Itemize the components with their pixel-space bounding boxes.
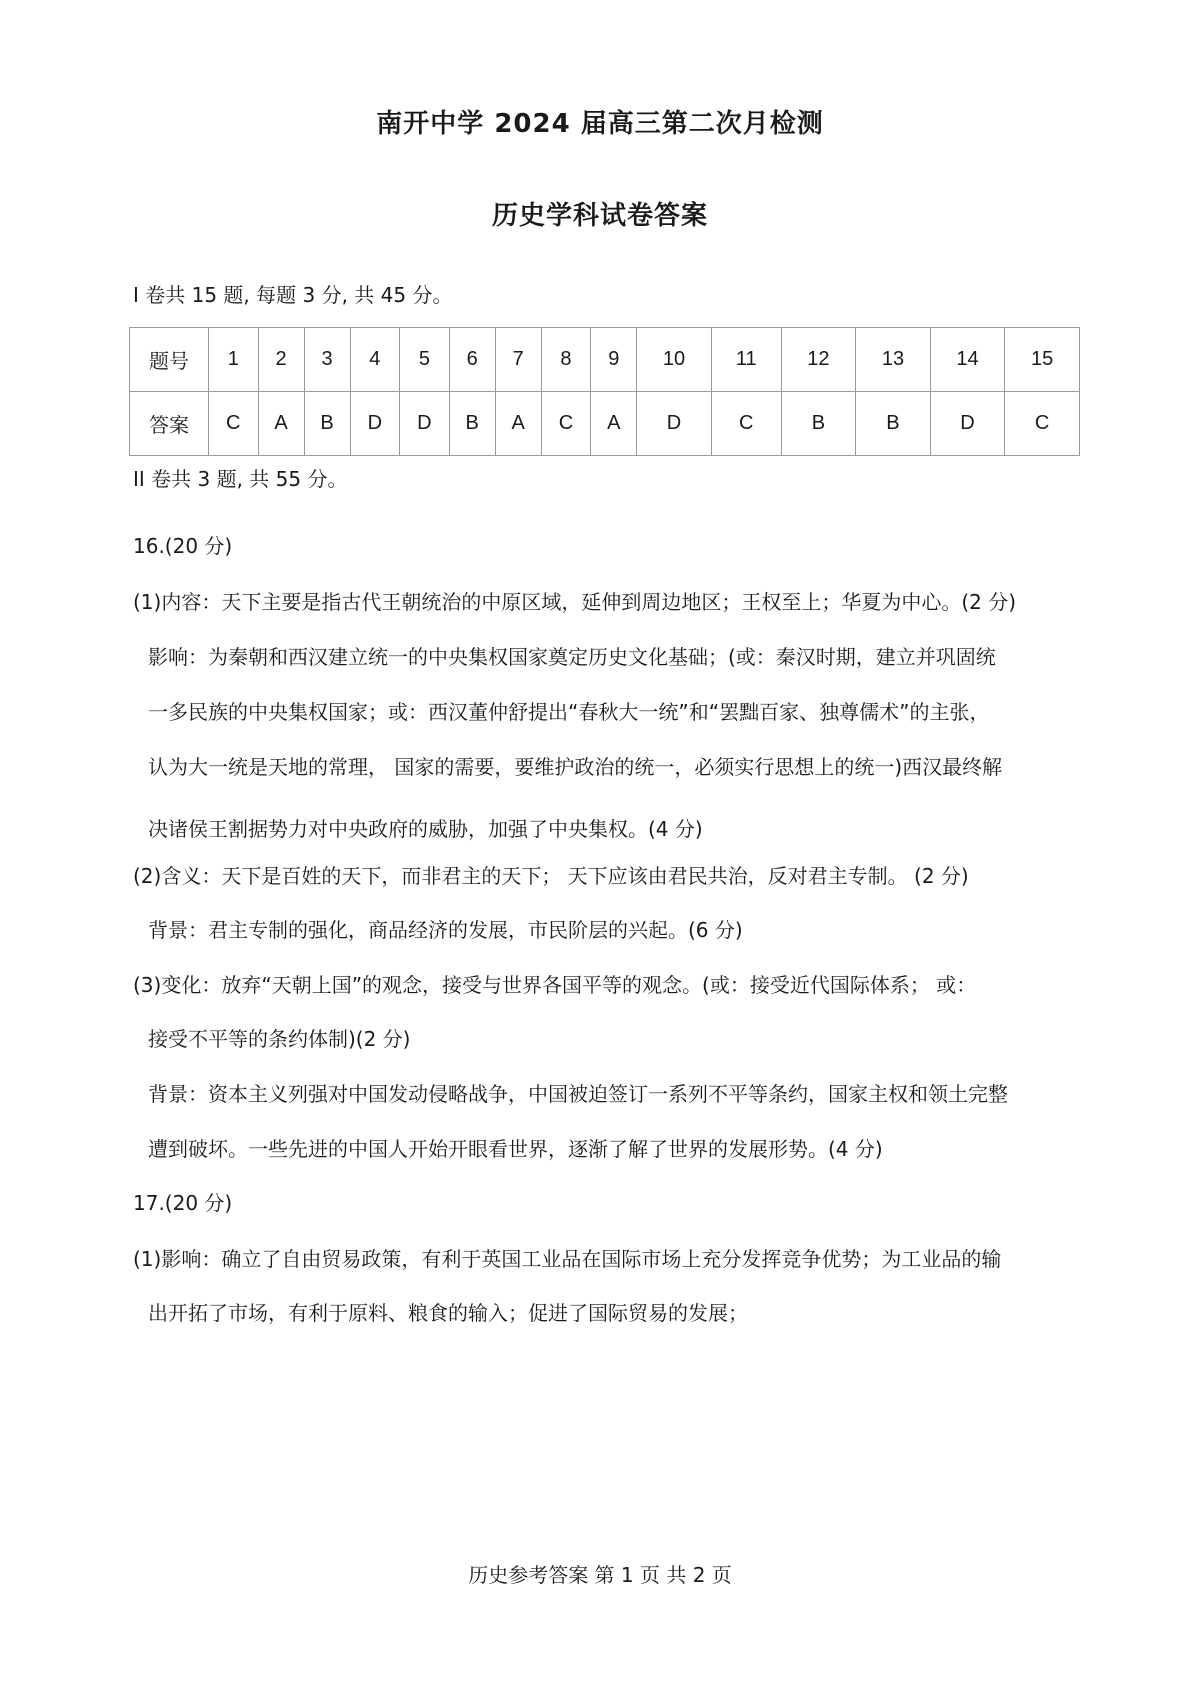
table-cell: D	[350, 392, 400, 456]
table-cell: A	[495, 392, 541, 456]
table-row-answers	[130, 392, 1080, 456]
table-row-numbers	[130, 328, 1080, 392]
answer-line: 影响：为秦朝和西汉建立统一的中央集权国家奠定历史文化基础；(或：秦汉时期，建立并巩固统	[148, 645, 996, 669]
table-cell: D	[637, 392, 712, 456]
answer-line: 接受不平等的条约体制)(2 分)	[148, 1027, 411, 1051]
table-cell: 5	[400, 328, 450, 392]
answer-line: 出开拓了市场，有利于原料、粮食的输入；促进了国际贸易的发展；	[148, 1301, 748, 1325]
table-cell: 13	[856, 328, 931, 392]
page-footer: 历史参考答案 第 1 页 共 2 页	[468, 1563, 732, 1587]
table-cell: D	[930, 392, 1005, 456]
answer-line: 遭到破坏。一些先进的中国人开始开眼看世界，逐渐了解了世界的发展形势。(4 分)	[148, 1137, 883, 1161]
table-cell: 1	[209, 328, 259, 392]
table-cell: C	[209, 392, 259, 456]
answer-line: 认为大一统是天地的常理， 国家的需要，要维护政治的统一，必须实行思想上的统一)西汉最终解	[148, 755, 1003, 779]
q17-heading: 17.(20 分)	[133, 1191, 233, 1215]
table-cell: C	[711, 392, 781, 456]
table-cell: C	[541, 392, 591, 456]
table-cell: 4	[350, 328, 400, 392]
table-cell: 11	[711, 328, 781, 392]
table-cell: A	[258, 392, 304, 456]
table-cell: 15	[1005, 328, 1080, 392]
table-cell: 14	[930, 328, 1005, 392]
table-cell: 9	[591, 328, 637, 392]
q16-heading: 16.(20 分)	[133, 534, 233, 558]
page-subtitle: 历史学科试卷答案	[491, 201, 708, 231]
table-row-label: 答案	[130, 392, 209, 456]
table-cell: 2	[258, 328, 304, 392]
section2-note: II 卷共 3 题, 共 55 分。	[133, 467, 348, 491]
table-cell: 6	[449, 328, 495, 392]
table-cell: 3	[304, 328, 350, 392]
table-cell: B	[449, 392, 495, 456]
answer-table	[129, 327, 1080, 456]
answer-line: (1)内容：天下主要是指古代王朝统治的中原区域，延伸到周边地区；王权至上；华夏为中心。(2 分)	[133, 590, 1017, 614]
table-cell: A	[591, 392, 637, 456]
table-cell: C	[1005, 392, 1080, 456]
table-cell: 10	[637, 328, 712, 392]
table-cell: B	[304, 392, 350, 456]
table-cell: 8	[541, 328, 591, 392]
answer-line: 一多民族的中央集权国家；或：西汉董仲舒提出“春秋大一统”和“罢黜百家、独尊儒术”的主张，	[148, 700, 990, 724]
table-cell: 12	[781, 328, 856, 392]
table-cell: B	[856, 392, 931, 456]
answer-line: (1)影响：确立了自由贸易政策，有利于英国工业品在国际市场上充分发挥竞争优势；为工业品的输	[133, 1247, 1002, 1271]
answer-line: 背景：君主专制的强化，商品经济的发展，市民阶层的兴起。(6 分)	[148, 918, 743, 942]
table-row-label: 题号	[130, 328, 209, 392]
table-cell: B	[781, 392, 856, 456]
answer-line: (2)含义：天下是百姓的天下，而非君主的天下； 天下应该由君民共治，反对君主专制。 (2 分)	[133, 864, 969, 888]
answer-line: 背景：资本主义列强对中国发动侵略战争，中国被迫签订一系列不平等条约，国家主权和领土完整	[148, 1082, 1008, 1106]
table-cell: D	[400, 392, 450, 456]
table-cell: 7	[495, 328, 541, 392]
answer-line: 决诸侯王割据势力对中央政府的威胁，加强了中央集权。(4 分)	[148, 817, 703, 841]
answer-line: (3)变化：放弃“天朝上国”的观念，接受与世界各国平等的观念。(或：接受近代国际体系； 或：	[133, 973, 977, 997]
page-title: 南开中学 2024 届高三第二次月检测	[376, 109, 824, 139]
section1-note: I 卷共 15 题, 每题 3 分, 共 45 分。	[133, 283, 453, 307]
